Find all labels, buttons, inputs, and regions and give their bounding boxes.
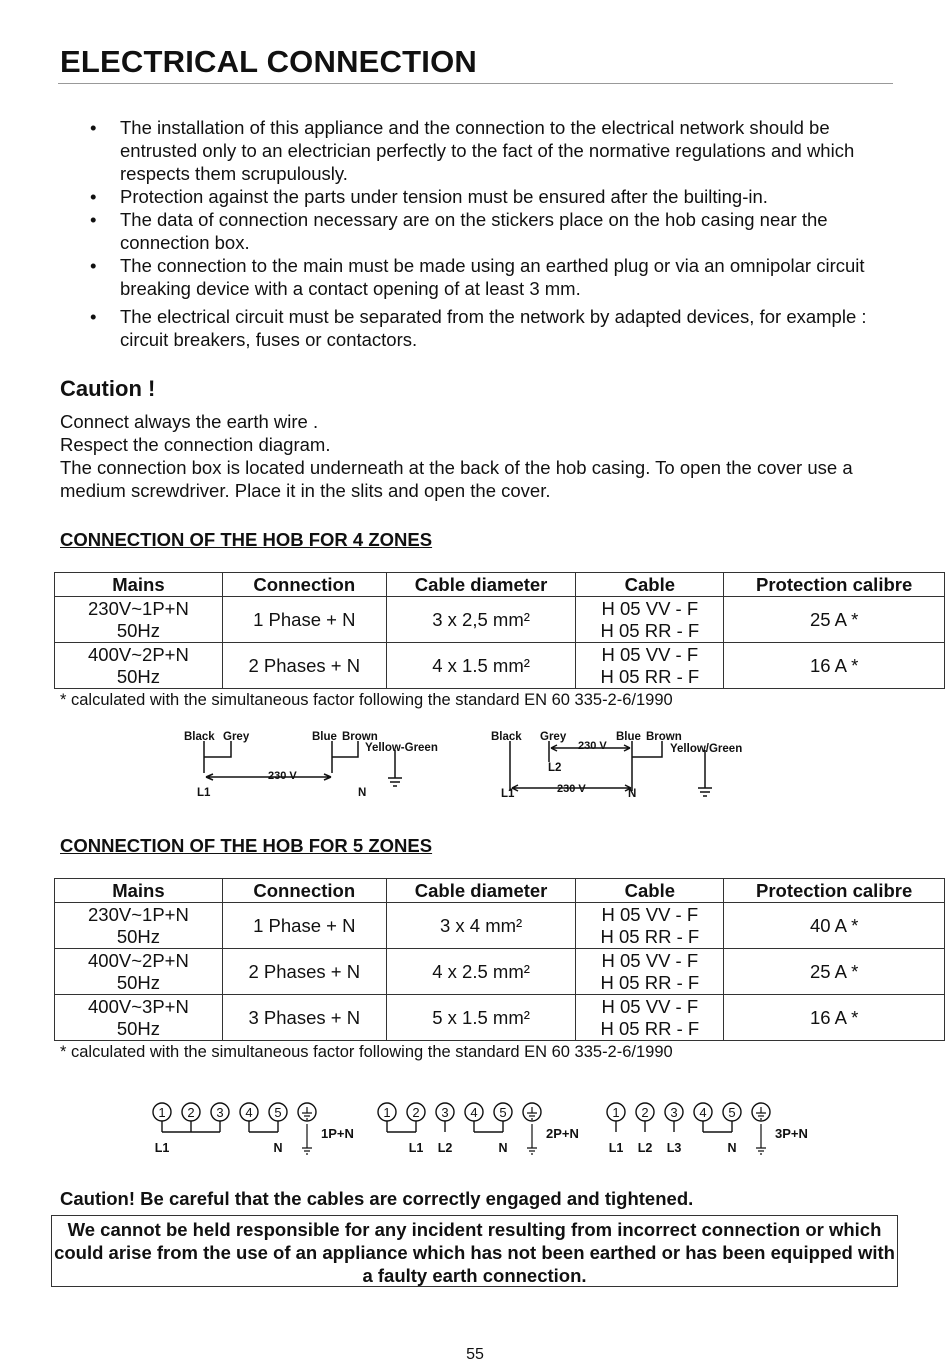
table-header-row [55, 879, 945, 903]
cable-type: H 05 VV - F [601, 597, 699, 619]
connection-table-4-zones [54, 572, 945, 689]
cell-diameter: 3 x 2,5 mm² [386, 597, 576, 643]
terminal-number: 2 [641, 1105, 649, 1120]
terminal-label: L1 [154, 1141, 170, 1155]
terminal-label: L1 [408, 1141, 424, 1155]
terminal-number: 3 [441, 1105, 449, 1120]
cell-connection: 2 Phases + N [222, 643, 386, 689]
terminal-number: 4 [470, 1105, 478, 1120]
cell-connection: 1 Phase + N [222, 597, 386, 643]
table-row [55, 903, 945, 949]
table-header-row [55, 573, 945, 597]
cable-type: H 05 VV - F [601, 903, 699, 925]
voltage-label: 230 V [268, 770, 297, 782]
header-cable-diameter: Cable diameter [386, 573, 576, 597]
terminal-block-1p-plus-n [153, 1103, 354, 1155]
cell-mains [55, 903, 223, 949]
title-divider [58, 83, 893, 84]
table-row [55, 643, 945, 689]
terminal-number: 4 [245, 1105, 253, 1120]
header-protection-calibre: Protection calibre [724, 879, 945, 903]
header-connection: Connection [222, 879, 386, 903]
table-row [55, 995, 945, 1041]
header-cable: Cable [576, 573, 724, 597]
terminal-block-3p-plus-n [607, 1103, 808, 1155]
terminal-bridge [703, 1121, 732, 1132]
warning-heading: Caution! Be careful that the cables are correctly engaged and tightened. [60, 1188, 694, 1209]
mains-frequency: 50Hz [116, 619, 161, 641]
cell-connection: 1 Phase + N [222, 903, 386, 949]
cable-type: H 05 RR - F [600, 925, 700, 947]
cable-type: H 05 RR - F [600, 665, 700, 687]
footnote-5-zones: * calculated with the simultaneous factor following the standard EN 60 335-2-6/1990 [60, 1043, 673, 1061]
terminal-number: 2 [412, 1105, 420, 1120]
bullet-item: • Protection against the parts under tension must be ensured after the builting-in. [60, 185, 895, 208]
cell-protection: 25 A * [724, 597, 945, 643]
bullet-item: • The electrical circuit must be separated from the network by adapted devices, for example : circuit breakers, fuses or contactors. [60, 305, 895, 351]
wire-label-brown: Brown [342, 731, 378, 743]
mains-voltage: 230V~1P+N [88, 597, 189, 619]
wire-label-blue: Blue [616, 731, 641, 743]
caution-text [60, 410, 895, 502]
terminal-label-n: N [358, 787, 367, 799]
mains-frequency: 50Hz [116, 971, 161, 993]
cable-type: H 05 VV - F [601, 643, 699, 665]
wire-label-yellow-green: Yellow-Green [365, 742, 438, 754]
wire-label-black: Black [184, 731, 215, 743]
table-row [55, 597, 945, 643]
cell-protection: 40 A * [724, 903, 945, 949]
cable-type: H 05 VV - F [601, 995, 699, 1017]
terminal-block-2p-plus-n [378, 1103, 579, 1155]
header-mains: Mains [55, 573, 223, 597]
earth-icon [527, 1107, 537, 1119]
cell-protection: 25 A * [724, 949, 945, 995]
cell-mains [55, 995, 223, 1041]
cell-connection: 2 Phases + N [222, 949, 386, 995]
earth-icon [302, 1107, 312, 1119]
cable-type: H 05 VV - F [601, 949, 699, 971]
cell-diameter: 5 x 1.5 mm² [386, 995, 576, 1041]
cell-mains [55, 597, 223, 643]
wire-label-grey: Grey [223, 731, 250, 743]
wire-label-yellow-green: Yellow/Green [670, 743, 743, 755]
voltage-label-top: 230 V [578, 740, 607, 752]
configuration-label: 3P+N [775, 1126, 808, 1141]
cell-mains [55, 949, 223, 995]
installation-bullet-list [60, 116, 895, 351]
header-cable: Cable [576, 879, 724, 903]
terminal-number: 1 [612, 1105, 620, 1120]
mains-voltage: 400V~2P+N [88, 643, 189, 665]
cell-protection: 16 A * [724, 643, 945, 689]
caution-line: Connect always the earth wire . [60, 411, 319, 432]
terminal-number: 1 [158, 1105, 166, 1120]
terminal-number: 5 [499, 1105, 507, 1120]
terminal-label: N [273, 1141, 283, 1155]
mains-frequency: 50Hz [116, 1017, 161, 1039]
terminal-number: 2 [187, 1105, 195, 1120]
section-title-5-zones: CONNECTION OF THE HOB FOR 5 ZONES [60, 835, 433, 856]
wire-label-blue: Blue [312, 731, 337, 743]
mains-voltage: 400V~2P+N [88, 949, 189, 971]
terminal-number: 5 [274, 1105, 282, 1120]
voltage-label-bottom: 230 V [557, 783, 586, 795]
wire-label-brown: Brown [646, 731, 682, 743]
bullet-item: • The data of connection necessary are on the stickers place on the hob casing near the connection box. [60, 208, 895, 254]
header-mains: Mains [55, 879, 223, 903]
terminal-number: 5 [728, 1105, 736, 1120]
cell-diameter: 3 x 4 mm² [386, 903, 576, 949]
terminal-label: L2 [437, 1141, 453, 1155]
cell-diameter: 4 x 2.5 mm² [386, 949, 576, 995]
terminal-label: L1 [608, 1141, 624, 1155]
cell-cable [576, 597, 724, 643]
terminal-label: N [498, 1141, 508, 1155]
caution-line: Respect the connection diagram. [60, 434, 331, 455]
cable-type: H 05 RR - F [600, 971, 700, 993]
terminal-number: 4 [699, 1105, 707, 1120]
page-title: ELECTRICAL CONNECTION [60, 44, 477, 79]
mains-frequency: 50Hz [116, 925, 161, 947]
header-connection: Connection [222, 573, 386, 597]
earth-lead-icon [302, 1124, 312, 1154]
header-protection-calibre: Protection calibre [724, 573, 945, 597]
wiring-diagram-4-zones [175, 726, 775, 804]
terminal-label-l1: L1 [501, 788, 515, 800]
bullet-item: • The connection to the main must be made using an earthed plug or via an omnipolar circuit breaking device with a contact opening of at least 3 mm. [60, 254, 895, 300]
terminal-label-l2: L2 [548, 762, 562, 774]
cell-cable [576, 995, 724, 1041]
cable-type: H 05 RR - F [600, 619, 700, 641]
cell-cable [576, 903, 724, 949]
cell-diameter: 4 x 1.5 mm² [386, 643, 576, 689]
mains-voltage: 230V~1P+N [88, 903, 189, 925]
wire-label-grey: Grey [540, 731, 567, 743]
earth-lead-icon [756, 1124, 766, 1154]
connection-table-5-zones [54, 878, 945, 1041]
cell-cable [576, 643, 724, 689]
configuration-label: 2P+N [546, 1126, 579, 1141]
terminal-bridge [474, 1121, 503, 1132]
caution-line: The connection box is located underneath at the back of the hob casing. To open the cover use a medium screwdriver. Place it in the slits and open the cover. [60, 457, 853, 501]
liability-disclaimer: We cannot be held responsible for any incident resulting from incorrect connection or which could arise from the use of an appliance which has not been earthed or has been equipped with a faulty earth connection. [51, 1215, 898, 1287]
terminal-label-n: N [628, 788, 637, 800]
cell-cable [576, 949, 724, 995]
terminal-label: L2 [637, 1141, 653, 1155]
footnote-4-zones: * calculated with the simultaneous factor following the standard EN 60 335-2-6/1990 [60, 691, 673, 709]
earth-lead-icon [527, 1124, 537, 1154]
mains-voltage: 400V~3P+N [88, 995, 189, 1017]
table-row [55, 949, 945, 995]
terminal-label: L3 [666, 1141, 682, 1155]
cable-type: H 05 RR - F [600, 1017, 700, 1039]
terminal-bridge [249, 1121, 278, 1132]
terminal-diagram-5-zones [150, 1098, 830, 1160]
earth-icon [756, 1107, 766, 1119]
cell-connection: 3 Phases + N [222, 995, 386, 1041]
bullet-item: • The installation of this appliance and the connection to the electrical network should be entrusted only to an electrician perfectly to the fact of the normative regulations and which respects them scrupulously. [60, 116, 895, 185]
terminal-bridge [387, 1121, 416, 1132]
terminal-label-l1: L1 [197, 787, 211, 799]
terminal-number: 1 [383, 1105, 391, 1120]
configuration-label: 1P+N [321, 1126, 354, 1141]
terminal-number: 3 [216, 1105, 224, 1120]
caution-heading: Caution ! [60, 376, 156, 401]
section-title-4-zones: CONNECTION OF THE HOB FOR 4 ZONES [60, 529, 433, 550]
wire-label-black: Black [491, 731, 522, 743]
terminal-bridge [162, 1121, 220, 1132]
header-cable-diameter: Cable diameter [386, 879, 576, 903]
page-number: 55 [466, 1346, 484, 1363]
cell-protection: 16 A * [724, 995, 945, 1041]
terminal-number: 3 [670, 1105, 678, 1120]
terminal-label: N [727, 1141, 737, 1155]
mains-frequency: 50Hz [116, 665, 161, 687]
cell-mains [55, 643, 223, 689]
